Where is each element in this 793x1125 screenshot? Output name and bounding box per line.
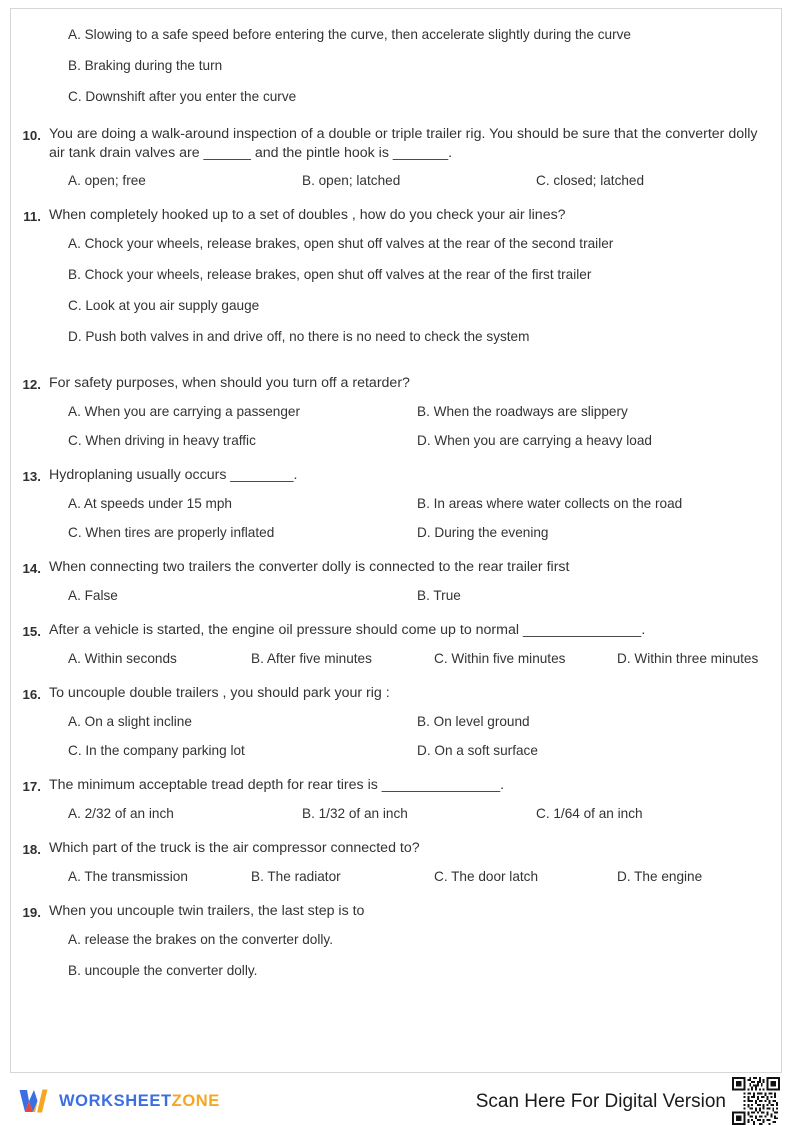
continued-options-group [19,25,763,125]
question-header [19,206,763,226]
qr-code-icon[interactable] [732,1077,780,1125]
answer-row [68,234,763,253]
answer-row [68,804,763,823]
answer-row [68,402,763,421]
answer-options [19,930,763,980]
answer-row [68,712,763,731]
answer-options [19,804,763,823]
question-number: 14. [22,561,41,576]
answer-row [68,649,763,668]
answer-option[interactable]: B. On level ground [417,714,530,729]
spacer [19,106,763,125]
answer-option[interactable]: C. 1/64 of an inch [536,806,643,821]
worksheet-zone-w-mark-icon [18,1088,50,1114]
answer-row [68,494,763,513]
answer-option[interactable]: A. False [68,588,118,603]
answer-option[interactable]: C. When driving in heavy traffic [68,433,256,448]
question-number: 15. [22,624,41,639]
question-text: Which part of the truck is the air compressor connected to? [49,840,420,856]
brand-wordmark-primary: WORKSHEET [59,1091,172,1110]
spacer [19,358,763,374]
worksheet-page [10,8,782,1073]
question-number: 16. [22,687,41,702]
answer-option[interactable]: B. When the roadways are slippery [417,404,628,419]
answer-option[interactable]: B. 1/32 of an inch [302,806,408,821]
scan-here-label: Scan Here For Digital Version [475,1090,726,1112]
question-text: Hydroplaning usually occurs ________. [49,467,298,483]
question-text: The minimum acceptable tread depth for rear tires is _______________. [49,777,505,793]
question-block [19,776,763,823]
answer-option[interactable]: A. open; free [68,173,146,188]
question-number: 19. [22,905,41,920]
question-number: 11. [23,209,41,224]
answer-option[interactable]: D. Within three minutes [617,651,759,666]
answer-option[interactable]: A. 2/32 of an inch [68,806,174,821]
answer-options [19,867,763,886]
answer-options [19,649,763,668]
answer-options [19,402,763,450]
answer-row [68,961,763,980]
answer-option[interactable]: D. On a soft surface [417,743,538,758]
spacer [19,886,763,902]
answer-row [68,265,763,284]
question-number: 17. [22,779,41,794]
question-header [19,125,763,163]
answer-option[interactable]: A. On a slight incline [68,714,192,729]
answer-option[interactable]: D. During the evening [417,525,549,540]
answer-option[interactable]: C. The door latch [434,869,539,884]
answer-row [68,741,763,760]
question-header [19,374,763,394]
question-block [19,206,763,346]
answer-option[interactable]: B. open; latched [302,173,401,188]
answer-option[interactable]: B. After five minutes [251,651,372,666]
question-block [19,839,763,886]
answer-option[interactable]: C. When tires are properly inflated [68,525,275,540]
answer-option[interactable]: A. The transmission [68,869,188,884]
question-list [19,125,763,980]
answer-option[interactable]: A. Chock your wheels, release brakes, open shut off valves at the rear of the second trailer [68,236,614,251]
answer-option[interactable]: C. Look at you air supply gauge [68,298,260,313]
question-header [19,558,763,578]
question-text: For safety purposes, when should you turn off a retarder? [49,375,410,391]
question-block [19,684,763,760]
question-block [19,558,763,605]
question-block [19,902,763,980]
worksheet-zone-logo[interactable] [10,1088,220,1114]
answer-option[interactable]: B. The radiator [251,869,341,884]
question-text: To uncouple double trailers , you should park your rig : [49,685,390,701]
spacer [19,44,763,56]
spacer [19,760,763,776]
question-text: When you uncouple twin trailers, the last step is to [49,903,365,919]
question-number: 13. [22,469,41,484]
spacer [19,605,763,621]
answer-option[interactable]: C. closed; latched [536,173,645,188]
question-header [19,839,763,859]
spacer [19,542,763,558]
answer-row [68,431,763,450]
answer-option[interactable]: B. uncouple the converter dolly. [68,963,258,978]
answer-row [68,930,763,949]
spacer [19,190,763,206]
continued-option[interactable]: C. Downshift after you enter the curve [68,89,297,104]
answer-row [68,171,763,190]
answer-option[interactable]: B. In areas where water collects on the road [417,496,683,511]
question-block [19,621,763,668]
answer-row [68,296,763,315]
answer-option[interactable]: B. True [417,588,461,603]
continued-option[interactable]: B. Braking during the turn [68,58,223,73]
brand-wordmark [59,1093,220,1110]
answer-row [68,867,763,886]
answer-options [19,494,763,542]
answer-option[interactable]: D. The engine [617,869,703,884]
scan-cta [476,1077,782,1125]
question-block [19,466,763,542]
question-text: When completely hooked up to a set of doubles , how do you check your air lines? [49,207,566,223]
question-header [19,776,763,796]
question-number: 10. [22,128,41,143]
question-block [19,374,763,450]
answer-row [68,523,763,542]
answer-option[interactable]: A. When you are carrying a passenger [68,404,300,419]
question-text: When connecting two trailers the converter dolly is connected to the rear trailer first [49,559,570,575]
question-header [19,621,763,641]
answer-options [19,586,763,605]
answer-option[interactable]: C. In the company parking lot [68,743,245,758]
answer-option[interactable]: A. Within seconds [68,651,177,666]
answer-options [19,171,763,190]
answer-row [68,586,763,605]
question-text: After a vehicle is started, the engine oil pressure should come up to normal _______________. [49,622,646,638]
worksheet-content [11,9,781,1002]
answer-options [19,234,763,346]
continued-option[interactable]: A. Slowing to a safe speed before entering the curve, then accelerate slightly during the curve [68,27,631,42]
question-number: 12. [22,377,41,392]
question-text: You are doing a walk-around inspection of a double or triple trailer rig. You should be sure that the converter dolly air tank drain valves are ______ and the pintle hook is _______. [49,126,758,161]
answer-row [68,327,763,346]
answer-option[interactable]: D. When you are carrying a heavy load [417,433,652,448]
answer-option[interactable]: A. release the brakes on the converter dolly. [68,932,333,947]
answer-option[interactable]: D. Push both valves in and drive off, no there is no need to check the system [68,329,530,344]
question-block [19,125,763,190]
page-footer [10,1080,782,1122]
spacer [19,450,763,466]
answer-option[interactable]: A. At speeds under 15 mph [68,496,232,511]
question-header [19,902,763,922]
answer-option[interactable]: B. Chock your wheels, release brakes, open shut off valves at the rear of the first trailer [68,267,592,282]
question-header [19,684,763,704]
spacer [19,75,763,87]
answer-option[interactable]: C. Within five minutes [434,651,566,666]
question-header [19,466,763,486]
spacer [19,668,763,684]
answer-options [19,712,763,760]
spacer [19,823,763,839]
question-number: 18. [22,842,41,857]
brand-wordmark-secondary: ZONE [171,1091,220,1110]
